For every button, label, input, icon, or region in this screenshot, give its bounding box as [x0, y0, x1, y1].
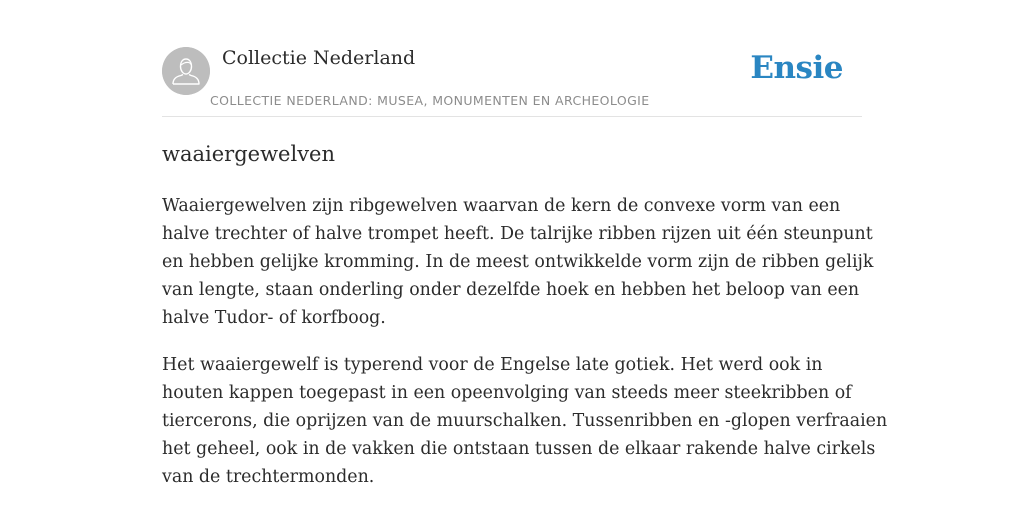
- paragraph-line: van lengte, staan onderling onder dezelfde hoek en hebben het beloop van een: [162, 280, 860, 300]
- article-title: waaiergewelven: [162, 142, 336, 166]
- user-avatar-icon[interactable]: [162, 47, 210, 95]
- paragraph-line: van de trechtermonden.: [162, 467, 375, 487]
- article-body: [162, 192, 888, 510]
- ensie-logo[interactable]: Ensie: [750, 50, 843, 86]
- paragraph-line: houten kappen toegepast in een opeenvolging van steeds meer steekribben of: [162, 383, 852, 403]
- collection-link[interactable]: COLLECTIE NEDERLAND: MUSEA, MONUMENTEN EN ARCHEOLOGIE: [210, 93, 650, 108]
- paragraph: [162, 351, 888, 491]
- paragraph-line: en hebben gelijke kromming. In de meest ontwikkelde vorm zijn de ribben gelijk: [162, 252, 874, 272]
- paragraph-line: Het waaiergewelf is typerend voor de Engelse late gotiek. Het werd ook in: [162, 355, 823, 375]
- paragraph-line: halve trechter of halve trompet heeft. De talrijke ribben rijzen uit één steunpunt: [162, 224, 873, 244]
- author-name[interactable]: Collectie Nederland: [222, 47, 416, 69]
- paragraph-line: Waaiergewelven zijn ribgewelven waarvan de kern de convexe vorm van een: [162, 196, 841, 216]
- paragraph-line: tiercerons, die oprijzen van de muurschalken. Tussenribben en -glopen verfraaien: [162, 411, 888, 431]
- paragraph: [162, 192, 874, 332]
- paragraph-line: het geheel, ook in de vakken die ontstaan tussen de elkaar rakende halve cirkels: [162, 439, 876, 459]
- paragraph-line: halve Tudor- of korfboog.: [162, 308, 386, 328]
- article-header: [162, 46, 862, 117]
